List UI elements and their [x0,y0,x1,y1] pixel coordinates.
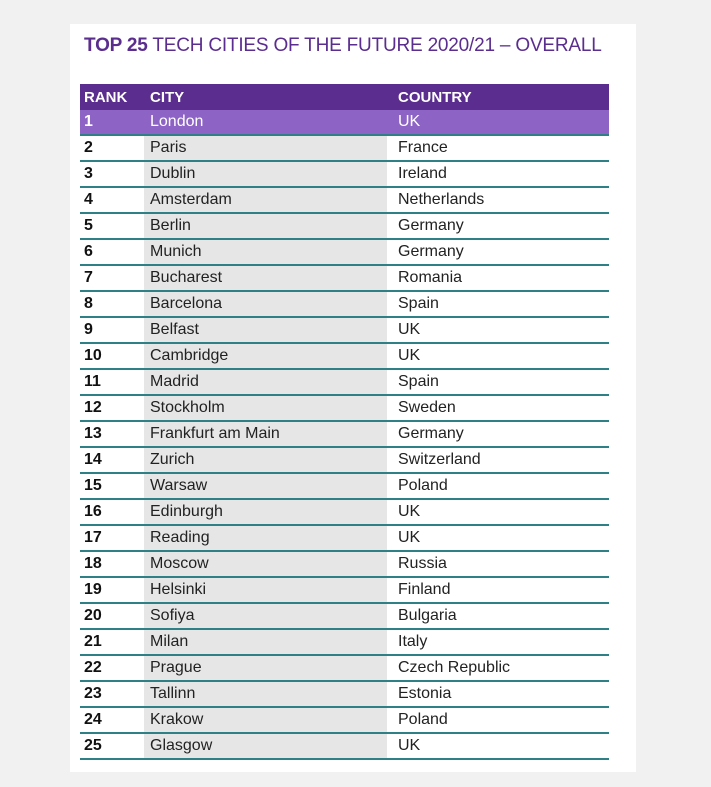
table-row [80,526,609,552]
table-row [80,344,609,370]
cell-rank: 22 [84,659,102,676]
cell-country: Italy [398,633,428,650]
table-row [80,214,609,240]
table-row [80,318,609,344]
cell-rank: 16 [84,503,102,520]
cell-city: Frankfurt am Main [144,422,387,446]
cell-rank: 8 [84,295,93,312]
table-row [80,188,609,214]
cell-rank: 5 [84,217,93,234]
cell-rank: 12 [84,399,102,416]
cell-city: Dublin [144,162,387,186]
cell-country: Bulgaria [398,607,457,624]
cell-rank: 7 [84,269,93,286]
table-title [84,35,614,56]
cell-country: Germany [398,217,464,234]
table-row [80,552,609,578]
table-row [80,266,609,292]
table-row [80,708,609,734]
cell-rank: 19 [84,581,102,598]
table-row [80,682,609,708]
cell-rank: 10 [84,347,102,364]
cell-country: UK [398,347,421,364]
cell-rank: 3 [84,165,93,182]
title-bold: TOP 25 [84,35,148,56]
cell-country: Netherlands [398,191,485,208]
cell-rank: 23 [84,685,102,702]
cell-city: Belfast [144,318,387,342]
table-row [80,240,609,266]
ranking-table [80,84,609,760]
cell-rank: 6 [84,243,93,260]
table-body [80,110,609,760]
cell-city: London [150,113,204,130]
cell-city: Munich [144,240,387,264]
cell-country: Switzerland [398,451,481,468]
cell-country: UK [398,113,421,130]
cell-city: Reading [144,526,387,550]
table-row [80,136,609,162]
cell-city: Tallinn [144,682,387,706]
cell-country: Germany [398,243,464,260]
cell-city: Glasgow [144,734,387,758]
table-row [80,474,609,500]
cell-country: Ireland [398,165,447,182]
cell-country: Germany [398,425,464,442]
cell-country: Spain [398,295,439,312]
title-text: TECH CITIES OF THE FUTURE 2020/21 – OVERALL [147,35,602,56]
cell-country: Romania [398,269,463,286]
header-country: COUNTRY [398,88,472,106]
cell-city: Prague [144,656,387,680]
cell-rank: 18 [84,555,102,572]
cell-country: Spain [398,373,439,390]
cell-rank: 1 [84,113,93,130]
cell-country: Finland [398,581,451,598]
cell-city: Bucharest [144,266,387,290]
cell-city: Stockholm [144,396,387,420]
ranking-card [70,24,636,772]
cell-rank: 25 [84,737,102,754]
table-row [80,292,609,318]
cell-country: UK [398,321,421,338]
header-city: CITY [150,88,185,106]
table-row [80,370,609,396]
header-rank: RANK [84,88,128,106]
table-row [80,396,609,422]
cell-rank: 17 [84,529,102,546]
cell-country: Poland [398,711,448,728]
cell-country: UK [398,503,421,520]
table-row [80,500,609,526]
cell-rank: 11 [84,373,101,390]
table-row [80,162,609,188]
table-row [80,630,609,656]
cell-country: Sweden [398,399,456,416]
cell-rank: 2 [84,139,93,156]
cell-rank: 20 [84,607,102,624]
cell-city: Amsterdam [144,188,387,212]
cell-city: Madrid [144,370,387,394]
cell-city: Barcelona [144,292,387,316]
table-row [80,578,609,604]
cell-rank: 14 [84,451,102,468]
cell-rank: 13 [84,425,102,442]
cell-country: Czech Republic [398,659,511,676]
cell-country: UK [398,529,421,546]
cell-country: France [398,139,448,156]
cell-city: Edinburgh [144,500,387,524]
cell-rank: 9 [84,321,93,338]
table-row [80,110,609,136]
cell-city: Cambridge [144,344,387,368]
table-row [80,734,609,760]
cell-rank: 21 [84,633,102,650]
cell-city: Krakow [144,708,387,732]
cell-rank: 24 [84,711,102,728]
cell-city: Zurich [144,448,387,472]
table-row [80,448,609,474]
table-row [80,656,609,682]
cell-rank: 15 [84,477,102,494]
cell-city: Moscow [144,552,387,576]
table-header [80,84,609,110]
cell-city: Helsinki [144,578,387,602]
cell-rank: 4 [84,191,93,208]
cell-city: Sofiya [144,604,387,628]
cell-city: Berlin [144,214,387,238]
table-row [80,422,609,448]
cell-country: UK [398,737,421,754]
cell-country: Estonia [398,685,452,702]
table-row [80,604,609,630]
cell-city: Milan [144,630,387,654]
cell-city: Warsaw [144,474,387,498]
cell-country: Russia [398,555,447,572]
cell-city: Paris [144,136,387,160]
cell-country: Poland [398,477,448,494]
